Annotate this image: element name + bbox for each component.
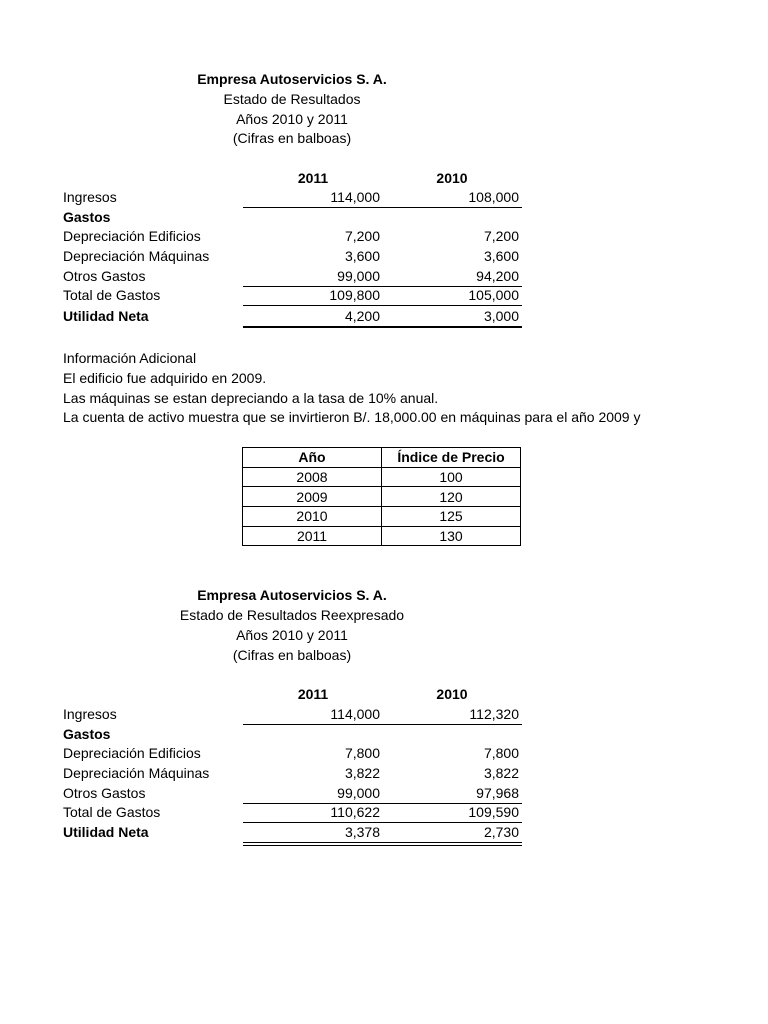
- table-row: [0, 188, 768, 208]
- value-2010: 108,000: [468, 189, 519, 205]
- table-row: [0, 247, 768, 267]
- underline: [243, 803, 522, 804]
- table-row: [0, 307, 768, 327]
- value-2010: 109,590: [468, 804, 519, 821]
- statement2-currency: (Cifras en balboas): [232, 647, 352, 663]
- row-label: Otros Gastos: [63, 267, 146, 284]
- value-2010: 2,730: [483, 824, 519, 841]
- table-header-row: [243, 448, 521, 468]
- row-label: Total de Gastos: [63, 287, 161, 304]
- statement1-col-2011: 2011: [297, 170, 329, 186]
- value-2010: 7,800: [483, 745, 519, 762]
- underline: [243, 822, 522, 823]
- value-2010: 105,000: [468, 287, 519, 304]
- price-index-table: [242, 447, 521, 546]
- value-2010: 97,968: [476, 784, 519, 801]
- table-row: [0, 784, 768, 804]
- row-label: Gastos: [63, 725, 111, 742]
- info-line: La cuenta de activo muestra que se invirtieron B/. 18,000.00 en máquinas para el año 2009 y: [63, 409, 641, 425]
- row-label: Depreciación Máquinas: [63, 765, 210, 782]
- cell-year: 2008: [243, 467, 382, 487]
- statement2-col-2011: 2011: [297, 686, 329, 702]
- table-row: [243, 467, 521, 487]
- value-2011: 3,600: [344, 248, 380, 265]
- statement1-title: Estado de Resultados: [223, 91, 361, 107]
- statement2-title: Estado de Resultados Reexpresado: [179, 607, 405, 623]
- table-row: [0, 725, 768, 745]
- cell-year: 2009: [243, 487, 382, 507]
- underline: [243, 724, 522, 725]
- table-row: [0, 208, 768, 228]
- row-label: Ingresos: [63, 706, 117, 722]
- underline: [243, 326, 522, 328]
- statement2-col-2010: 2010: [436, 686, 468, 702]
- cell-index: 100: [382, 467, 521, 487]
- table-row: [0, 823, 768, 843]
- row-label: Depreciación Edificios: [63, 228, 201, 245]
- table-row: [0, 267, 768, 287]
- underline: [243, 305, 522, 306]
- value-2011: 99,000: [337, 784, 380, 801]
- value-2010: 7,200: [483, 228, 519, 245]
- underline: [243, 207, 522, 208]
- value-2011: 114,000: [330, 189, 380, 205]
- value-2011: 110,622: [330, 804, 380, 821]
- row-label: Total de Gastos: [63, 804, 161, 821]
- statement1-years: Años 2010 y 2011: [236, 111, 348, 127]
- info-line: El edificio fue adquirido en 2009.: [63, 370, 267, 386]
- header-index: Índice de Precio: [382, 448, 521, 468]
- table-row: [243, 526, 521, 546]
- underline: [243, 842, 522, 843]
- statement2-company: Empresa Autoservicios S. A.: [197, 587, 387, 603]
- row-label: Depreciación Máquinas: [63, 248, 210, 265]
- table-row: [0, 227, 768, 247]
- table-row: [243, 507, 521, 527]
- table-row: [243, 487, 521, 507]
- table-row: [0, 803, 768, 823]
- row-label: Utilidad Neta: [63, 308, 149, 325]
- row-label: Otros Gastos: [63, 784, 146, 801]
- table-row: [0, 705, 768, 725]
- cell-index: 130: [382, 526, 521, 546]
- value-2011: 109,800: [329, 287, 380, 304]
- underline: [243, 286, 522, 287]
- value-2011: 7,200: [344, 228, 380, 245]
- value-2010: 3,600: [483, 248, 519, 265]
- value-2010: 3,000: [483, 308, 519, 325]
- info-heading: Información Adicional: [63, 350, 197, 366]
- value-2011: 3,822: [344, 765, 380, 782]
- value-2011: 99,000: [337, 267, 380, 284]
- value-2010: 112,320: [469, 706, 519, 722]
- table-row: [0, 286, 768, 306]
- value-2010: 94,200: [476, 267, 519, 284]
- row-label: Depreciación Edificios: [63, 745, 201, 762]
- value-2011: 4,200: [344, 308, 380, 325]
- row-label: Gastos: [63, 208, 111, 225]
- cell-year: 2011: [243, 526, 382, 546]
- statement2-years: Años 2010 y 2011: [236, 627, 348, 643]
- cell-index: 120: [382, 487, 521, 507]
- value-2010: 3,822: [483, 765, 519, 782]
- cell-year: 2010: [243, 507, 382, 527]
- table-row: [0, 764, 768, 784]
- statement1-currency: (Cifras en balboas): [232, 130, 352, 146]
- table-row: [0, 744, 768, 764]
- value-2011: 3,378: [344, 824, 380, 841]
- info-line: Las máquinas se estan depreciando a la tasa de 10% anual.: [63, 390, 439, 406]
- value-2011: 7,800: [344, 745, 380, 762]
- statement1-col-2010: 2010: [436, 170, 468, 186]
- underline: [243, 845, 522, 846]
- value-2011: 114,000: [330, 706, 380, 722]
- row-label: Ingresos: [63, 189, 117, 205]
- statement1-company: Empresa Autoservicios S. A.: [197, 71, 387, 87]
- cell-index: 125: [382, 507, 521, 527]
- row-label: Utilidad Neta: [63, 824, 149, 841]
- header-year: Año: [243, 448, 382, 468]
